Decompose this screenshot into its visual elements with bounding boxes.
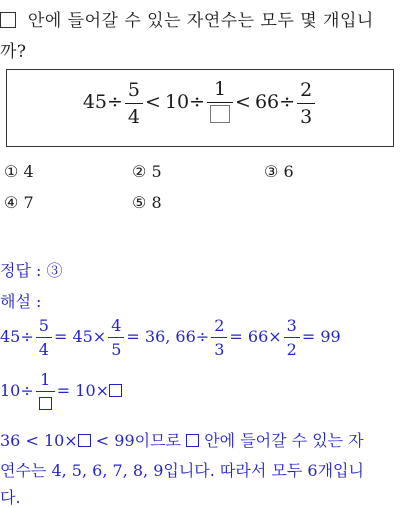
choice-2[interactable]: ② 5 [132,162,162,181]
fraction-3-2: $\frac{3}{2}$ [284,316,300,359]
expr-66: 66 [254,91,280,113]
less-than: < [235,91,251,113]
fraction-2-3: $\frac{2}{3}$ [297,79,315,128]
explanation-line-4: 연수는 4, 5, 6, 7, 8, 9입니다. 따라서 모두 6개입니 [0,461,364,480]
explanation-calc-2: 10÷ 1 = 10× [0,370,122,413]
blank-box-icon [186,434,199,447]
question-text-cont: 까? [0,42,27,62]
choice-4[interactable]: ④ 7 [4,193,34,212]
answer-label: 정답 : [0,261,42,280]
div-sign: ÷ [107,91,123,113]
expression-box [6,69,394,147]
blank-box-icon [39,397,52,410]
choice-1[interactable]: ① 4 [4,162,34,181]
fraction-1-blank: 1 [36,370,55,413]
fraction-5-4: $\frac{5}{4}$ [36,316,52,359]
blank-box-icon [0,12,16,28]
fraction-1-blank: 1 [207,78,233,128]
div-sign: ÷ [279,91,296,113]
fraction-4-5: $\frac{4}{5}$ [108,316,124,359]
blank-box-icon [109,384,122,397]
blank-box-icon [78,434,91,447]
expr-10: 10 [164,91,190,113]
answer-line [0,258,63,281]
div-sign: ÷ [189,91,206,113]
question-text: 안에 들어갈 수 있는 자연수는 모두 몇 개입니 [27,11,374,31]
inequality-expression [7,78,393,128]
explanation-line-5: 다. [0,488,21,507]
fraction-2-3: $\frac{2}{3}$ [211,316,227,359]
expr-45: 45 [82,91,107,113]
choice-3[interactable]: ③ 6 [264,162,294,181]
answer-value: ③ [46,261,63,280]
less-than: < [145,91,161,113]
blank-box-icon [210,105,230,123]
explanation-line-3: 36 < 10× < 99이므로 안에 들어갈 수 있는 자 [0,431,364,450]
choice-5[interactable]: ⑤ 8 [132,193,162,212]
question-line-1 [0,6,374,31]
explanation-label: 해설 : [0,292,42,311]
question-line-2 [0,37,27,62]
fraction-5-4: $\frac{5}{4}$ [125,79,143,128]
explanation-calc-1: 45÷ $\frac{5}{4}$ = 45× $\frac{4}{5}$ = 36, 66÷ $\frac{2}{3}$ = 66× $\frac{3}{2}$ = 99 [0,316,341,359]
